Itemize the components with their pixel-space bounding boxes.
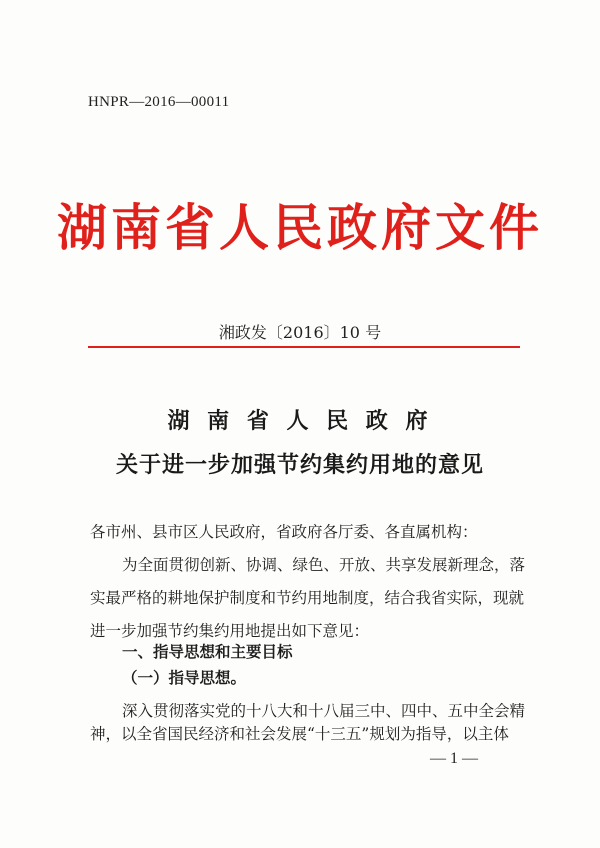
title-subject: 关于进一步加强节约集约用地的意见 xyxy=(115,452,484,478)
intro-line-2: 实最严格的耕地保护制度和节约用地制度，结合我省实际，现就 xyxy=(90,589,525,607)
intro-line-1: 为全面贯彻创新、协调、绿色、开放、共享发展新理念，落 xyxy=(122,556,526,574)
body-line-2: 神，以全省国民经济和社会发展“十三五”规划为指导，以主体 xyxy=(90,725,509,743)
intro-line-3: 进一步加强节约集约用地提出如下意见： xyxy=(90,622,370,640)
title-issuer: 湖 南 省 人 民 政 府 xyxy=(167,408,433,434)
red-masthead: 湖南省人民政府文件 xyxy=(57,198,543,257)
red-divider-line xyxy=(88,346,520,348)
subsection-heading-1: （一）指导思想。 xyxy=(122,668,247,687)
body-line-1: 深入贯彻落实党的十八大和十八届三中、四中、五中全会精 xyxy=(122,702,526,720)
section-heading-1: 一、指导思想和主要目标 xyxy=(122,642,293,661)
page-number: — 1 — xyxy=(430,750,478,767)
addressee-line: 各市州、县市区人民政府，省政府各厅委、各直属机构： xyxy=(90,523,478,541)
document-code: HNPR—2016—00011 xyxy=(88,94,230,110)
document-number: 湘政发〔2016〕10 号 xyxy=(218,323,382,342)
